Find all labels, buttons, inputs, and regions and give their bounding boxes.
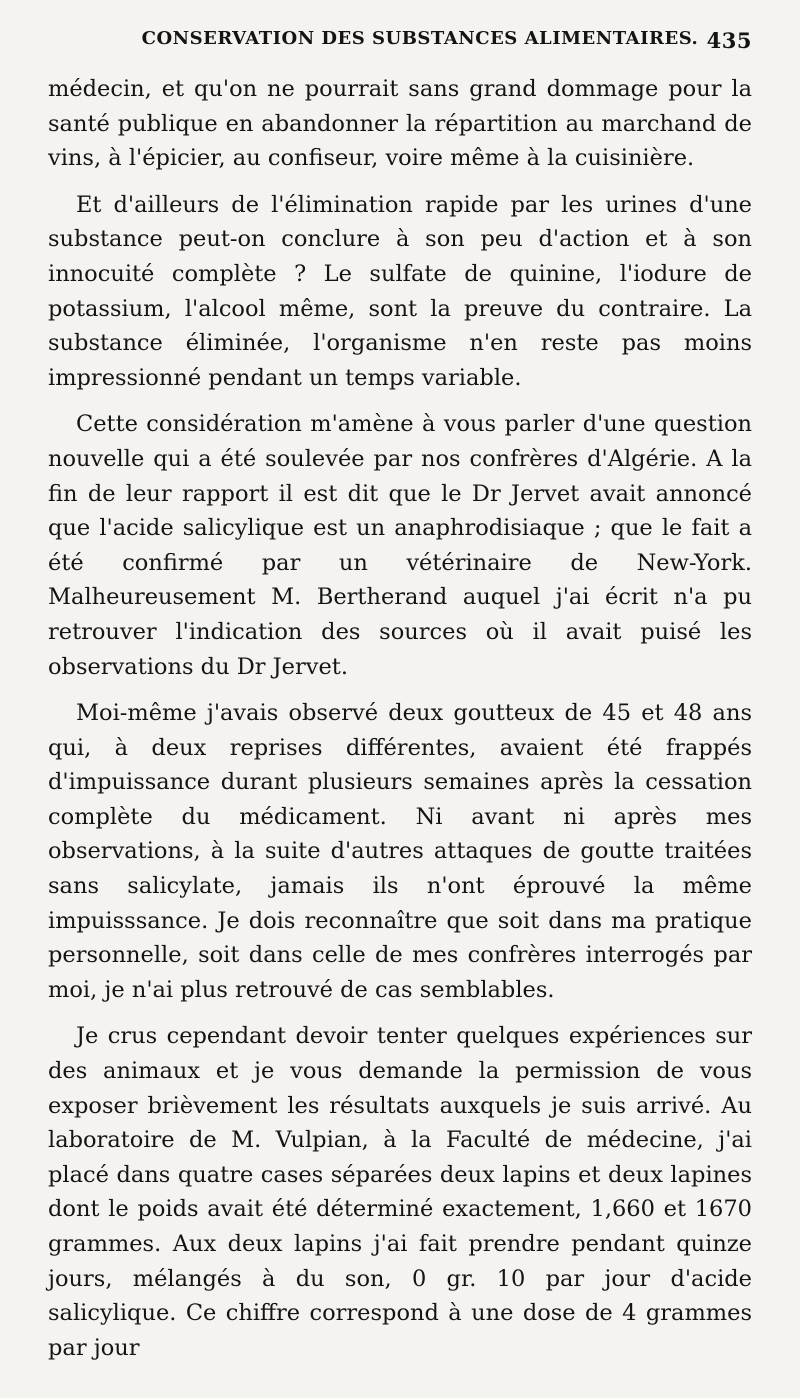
- paragraph-4: Moi-même j'avais observé deux goutteux de 45 et 48 ans qui, à deux reprises différentes, avaient été frappés d'impuissance durant plusieurs semaines après la cessation complète du médicament. Ni avant ni après mes observations, à la suite d'autres attaques de goutte traitées sans salicylate, jamais ils n'ont éprouvé la même impuisssance. Je dois reconnaître que soit dans ma pratique personnelle, soit dans celle de mes confrères interrogés par moi, je n'ai plus retrouvé de cas semblables.: [48, 700, 752, 1003]
- paragraph-2: Et d'ailleurs de l'élimination rapide par les urines d'une substance peut-on conclure à son peu d'action et à son innocuité complète ? Le sulfate de quinine, l'iodure de potassium, l'alcool même, sont la preuve du contraire. La substance éliminée, l'organisme n'en reste pas moins impressionné pendant un temps variable.: [48, 191, 752, 391]
- running-title: CONSERVATION DES SUBSTANCES ALIMENTAIRES.: [141, 28, 699, 49]
- paragraph-1: médecin, et qu'on ne pourrait sans grand dommage pour la santé publique en abandonner la répartition au marchand de vins, à l'épicier, au confiseur, voire même à la cuisinière.: [48, 76, 752, 172]
- paragraph-5: Je crus cependant devoir tenter quelques expériences sur des animaux et je vous demande la permission de vous exposer brièvement les résultats auxquels je suis arrivé. Au laboratoire de M. Vulpian, à la Faculté de médecine, j'ai placé dans quatre cases séparées deux lapins et deux lapines dont le poids avait été déterminé exactement, 1,660 et 1670 grammes. Aux deux lapins j'ai fait prendre pendant quinze jours, mélangés à du son, 0 gr. 10 par jour d'acide salicylique. Ce chiffre correspond à une dose de 4 grammes par jour: [48, 1023, 752, 1361]
- page-number: 435: [706, 28, 752, 53]
- running-head: [48, 28, 752, 72]
- body-text: [48, 72, 752, 1365]
- paragraph-3: Cette considération m'amène à vous parler d'une question nouvelle qui a été soulevée par nos confrères d'Algérie. A la fin de leur rapport il est dit que le Dr Jervet avait annoncé que l'acide salicylique est un anaphrodisiaque ; que le fait a été confirmé par un vétérinaire de New-York. Malheureusement M. Bertherand auquel j'ai écrit n'a pu retrouver l'indication des sources où il avait puisé les observations du Dr Jervet.: [48, 411, 752, 680]
